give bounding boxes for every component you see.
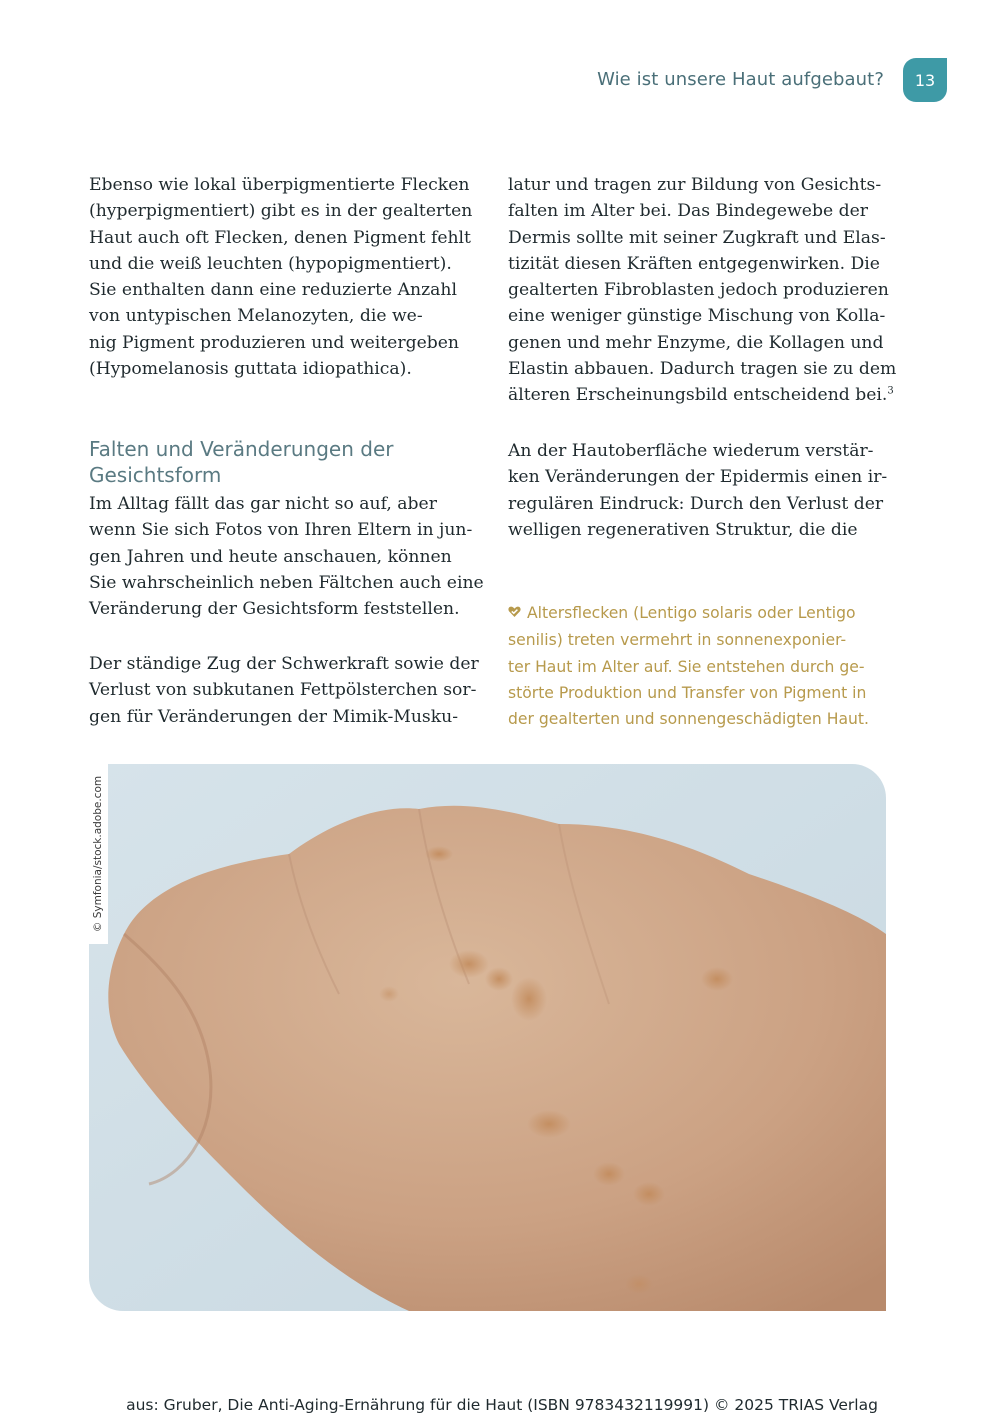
running-title: Wie ist unsere Haut aufgebaut? [597,69,884,90]
page-number: 13 [914,70,936,90]
left-paragraph-3 [89,651,479,730]
text-line: Ebenso wie lokal überpigmentierte Flecken [89,175,470,195]
info-tip-box [508,600,869,732]
tip-line-text: Altersflecken (Lentigo solaris oder Lentigo [527,604,856,622]
heading-line: Gesichtsform [89,463,222,487]
text-line: eine weniger günstige Mischung von Kolla- [508,306,886,327]
section-heading [89,436,393,488]
text-line: regulären Eindruck: Durch den Verlust der [508,493,884,514]
text-line: gen Jahren und heute anschauen, können [89,546,452,567]
right-paragraph-2 [508,438,887,543]
heading-line: Falten und Veränderungen der [89,437,394,461]
text-line: genen und mehr Enzyme, die Kollagen und [508,332,884,353]
footnote-reference: 3 [887,385,894,397]
text-line: welligen regenerativen Struktur, die die [508,519,858,540]
text-line: wenn Sie sich Fotos von Ihren Eltern in jun- [89,520,473,541]
right-paragraph-1 [508,172,896,409]
text-line: Haut auch oft Flecken, denen Pigment fehlt [89,227,471,248]
tip-line: störte Produktion und Transfer von Pigment in [508,683,867,702]
text-line [508,382,896,408]
text-line: gealterten Fibroblasten jedoch produzieren [508,280,889,301]
text-line: Der ständige Zug der Schwerkraft sowie der [89,654,479,674]
image-credit [88,764,108,944]
text-line: von untypischen Melanozyten, die we- [89,306,423,327]
text-line: tizität diesen Kräften entgegenwirken. Die [508,253,880,274]
text-line: nig Pigment produzieren und weitergeben [89,332,459,353]
text-line: An der Hautoberfläche wiederum verstär- [508,441,874,461]
text-line: Veränderung der Gesichtsform feststellen. [89,599,460,620]
page-number-badge [903,58,947,102]
text-line: (Hypomelanosis guttata idiopathica). [89,359,412,380]
text-line-body: älteren Erscheinungsbild entscheidend bei. [508,385,888,406]
text-line: Sie wahrscheinlich neben Fältchen auch eine [89,572,484,593]
text-line: latur und tragen zur Bildung von Gesichts- [508,175,882,195]
hand-photo [89,764,886,1311]
text-line: falten im Alter bei. Das Bindegewebe der [508,201,869,222]
tip-line: ter Haut im Alter auf. Sie entstehen durch ge- [508,657,865,676]
text-line: ken Veränderungen der Epidermis einen ir- [508,467,888,488]
text-line: und die weiß leuchten (hypopigmentiert). [89,253,452,274]
left-paragraph-2 [89,491,484,622]
text-line: gen für Veränderungen der Mimik-Musku- [89,706,459,727]
text-line: Elastin abbauen. Dadurch tragen sie zu dem [508,359,897,380]
text-line: Dermis sollte mit seiner Zugkraft und Elas- [508,227,886,248]
credit-text: © Symfonia/stock.adobe.com [92,775,104,933]
tip-line: senilis) treten vermehrt in sonnenexponier- [508,631,847,650]
tip-line: der gealterten und sonnengeschädigten Haut. [508,710,869,729]
text-line: (hyperpigmentiert) gibt es in der gealterten [89,201,473,222]
footer-citation: aus: Gruber, Die Anti-Aging-Ernährung für die Haut (ISBN 9783432119991) © 2025 TRIAS Verlag [126,1396,878,1414]
text-line: Sie enthalten dann eine reduzierte Anzahl [89,280,457,301]
tip-line [508,600,869,627]
heart-check-icon [508,601,521,627]
text-line: Verlust von subkutanen Fettpölsterchen sor- [89,680,477,701]
text-line: Im Alltag fällt das gar nicht so auf, aber [89,494,437,514]
left-paragraph-1 [89,172,472,382]
